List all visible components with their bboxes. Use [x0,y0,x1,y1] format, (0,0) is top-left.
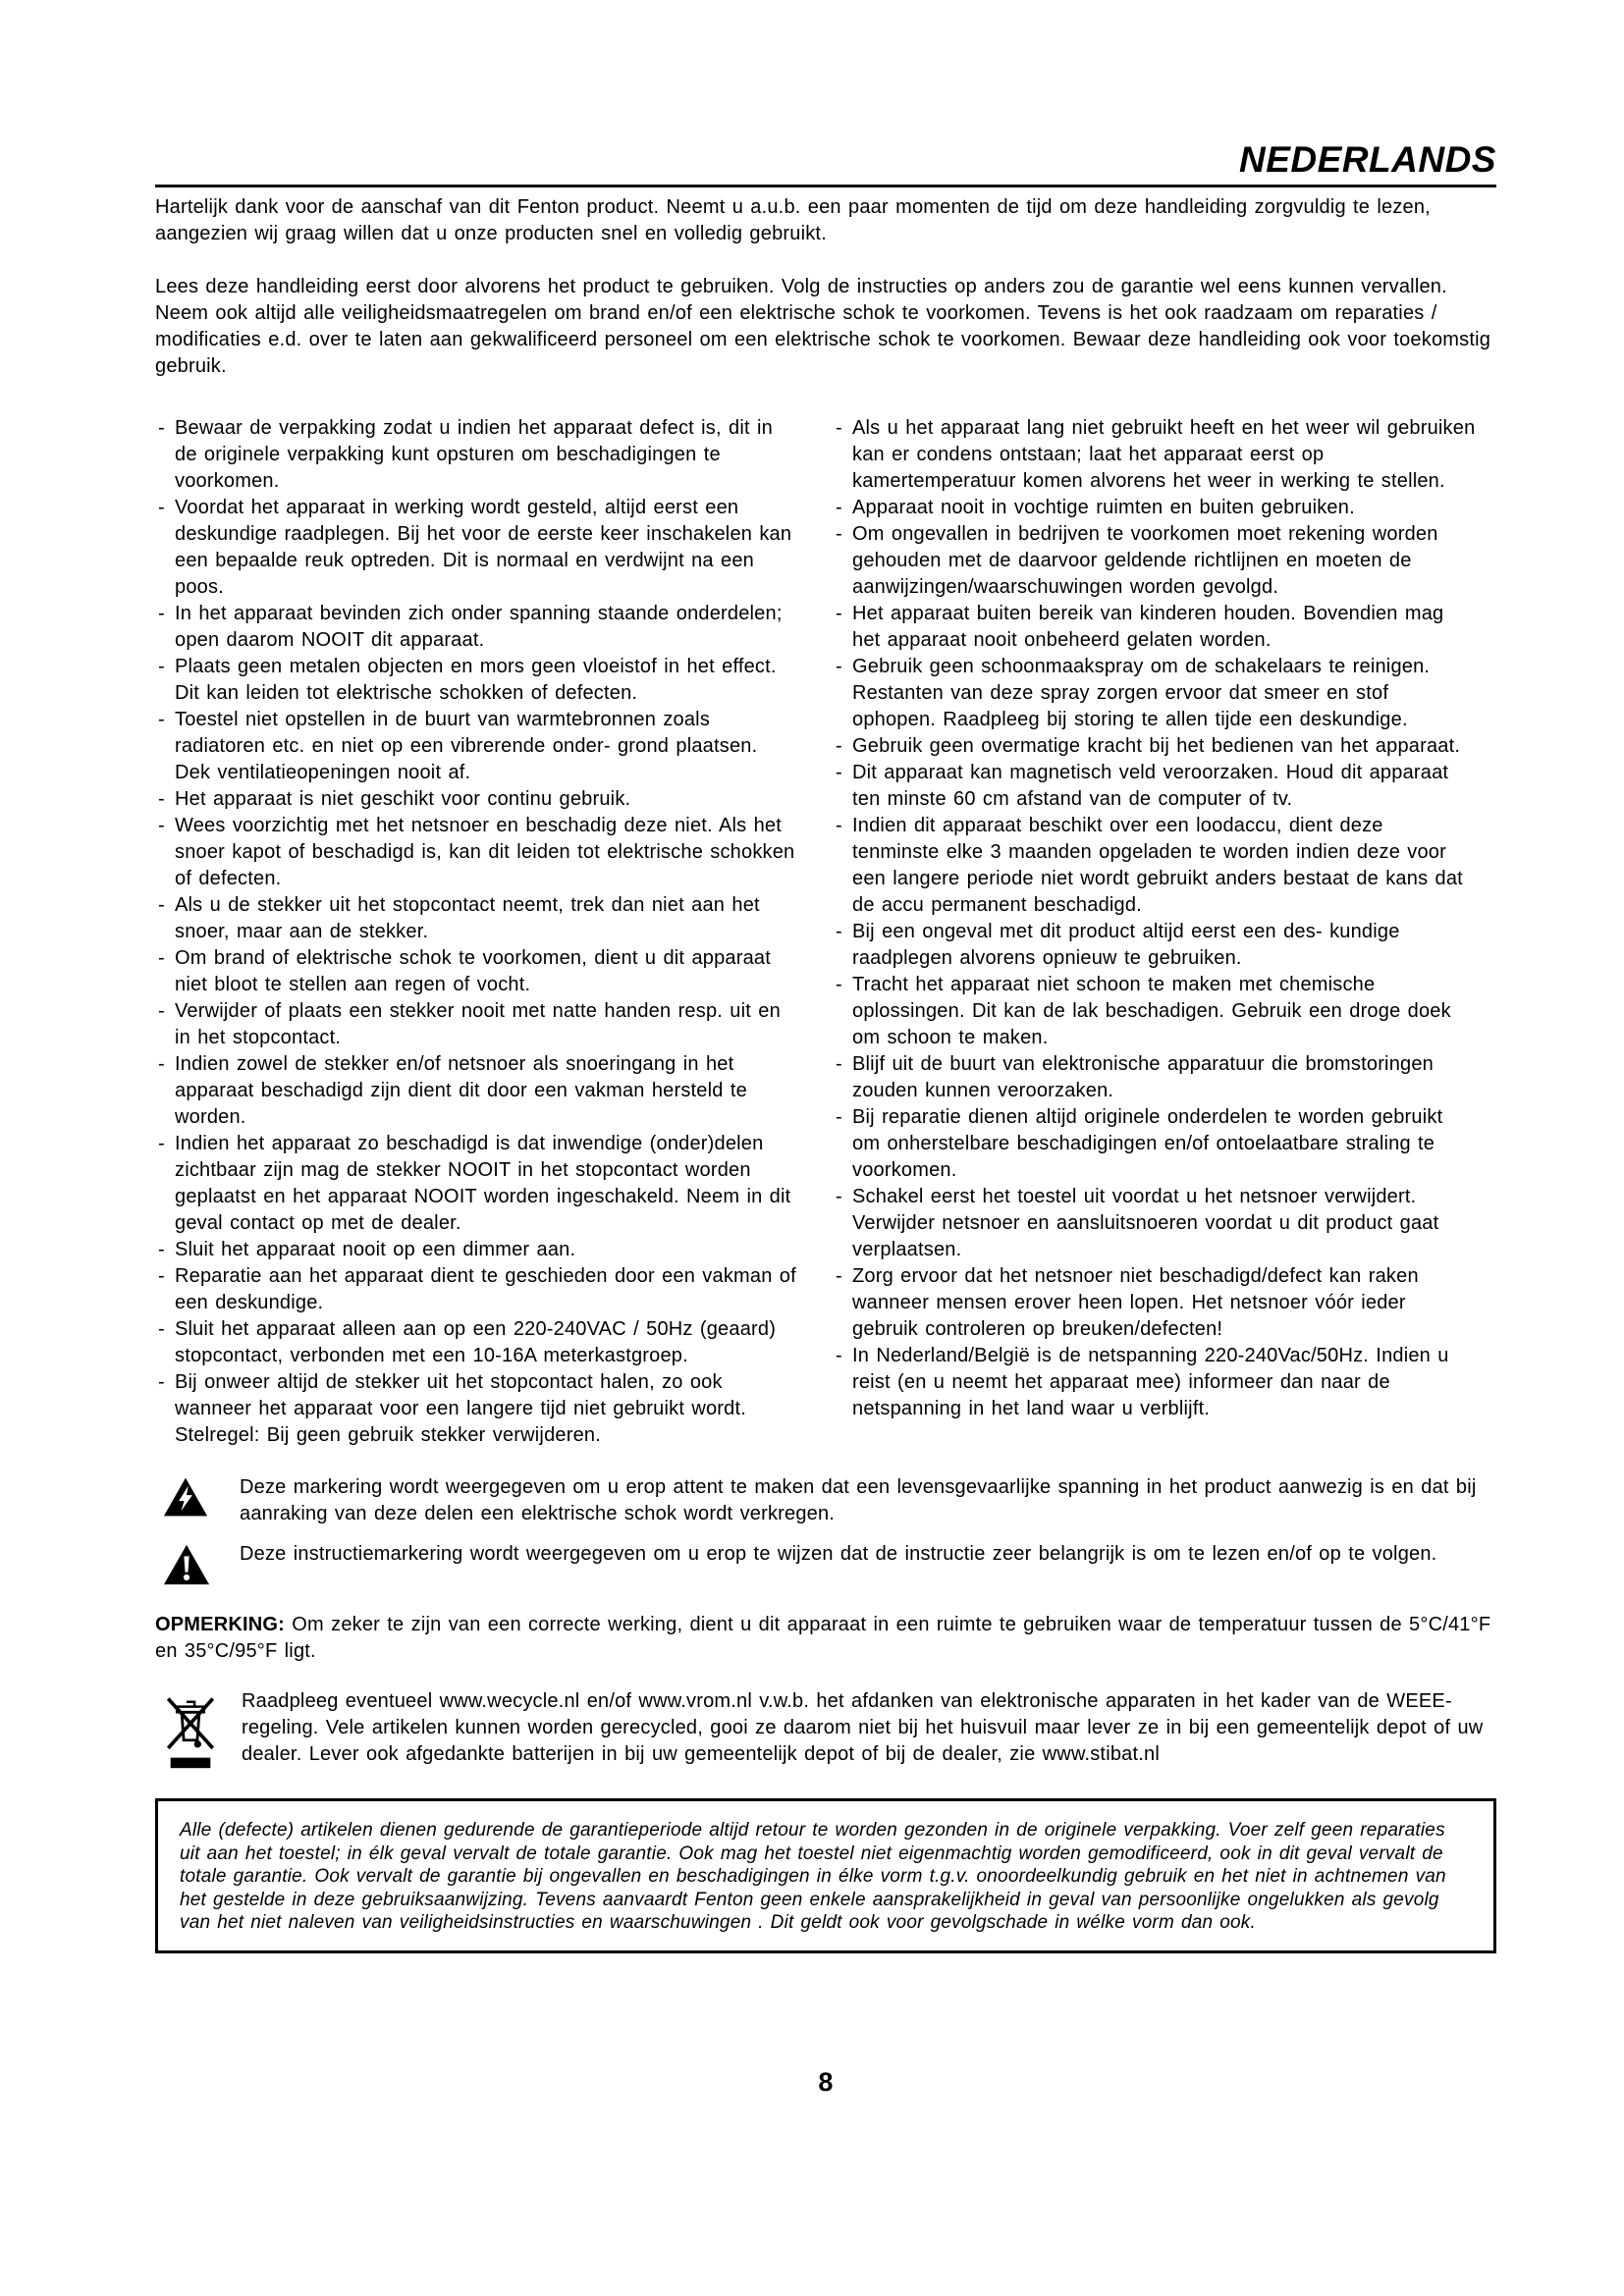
header-divider [155,185,1496,187]
safety-list-item: - Sluit het apparaat alleen aan op een 220-240VAC / 50Hz (geaard) stopcontact, verbonden met een 10-16A meterkastgroep. [155,1316,799,1369]
safety-list-item: - Als u de stekker uit het stopcontact neemt, trek dan niet aan het snoer, maar aan de stekker. [155,892,799,945]
safety-list-item: - Als u het apparaat lang niet gebruikt heeft en het weer wil gebruiken kan er condens ontstaan; laat het apparaat eerst op kamertemperatuur komen alvorens het weer in werking te stellen. [833,415,1477,495]
note-paragraph [155,1612,1496,1665]
language-header: NEDERLANDS [1239,139,1496,180]
note-text: Om zeker te zijn van een correcte werking, dient u dit apparaat in een ruimte te gebruiken waar de temperatuur tussen de 5°C/41°F en 35°C/95°F ligt. [155,1614,1491,1662]
warning-markings-section [155,1474,1496,1586]
weee-section [155,1688,1496,1771]
safety-list-item: - Voordat het apparaat in werking wordt gesteld, altijd eerst een deskundige raadplegen. Bij het voor de eerste keer inschakelen kan een bepaalde reuk optreden. Dit is normaal en verdwijnt na een poos. [155,495,799,601]
safety-list-left [155,415,799,1449]
safety-list-item: - Om ongevallen in bedrijven te voorkomen moet rekening worden gehouden met de daarvoor geldende richtlijnen en moeten de aanwijzingen/waarschuwingen worden gevolgd. [833,521,1477,601]
weee-crossed-bin-icon [165,1690,216,1771]
safety-list-item: - Om brand of elektrische schok te voorkomen, dient u dit apparaat niet bloot te stellen aan regen of vocht. [155,945,799,998]
safety-list-item: - Sluit het apparaat nooit op een dimmer aan. [155,1237,799,1263]
page-number: 8 [818,2066,834,2097]
exclamation-triangle-icon [163,1543,210,1586]
safety-list-item: - Gebruik geen schoonmaakspray om de schakelaars te reinigen. Restanten van deze spray zorgen ervoor dat smeer en stof ophopen. Raadpleeg bij storing te allen tijde een deskundige. [833,654,1477,733]
note-label: OPMERKING: [155,1614,285,1635]
safety-list-item: - Apparaat nooit in vochtige ruimten en buiten gebruiken. [833,495,1477,521]
high-voltage-triangle-icon [163,1476,210,1518]
safety-list-item: - Bij onweer altijd de stekker uit het stopcontact halen, zo ook wanneer het apparaat voor een langere tijd niet gebruikt wordt. Stelregel: Bij geen gebruik stekker verwijderen. [155,1369,799,1449]
safety-list-item: - Indien het apparaat zo beschadigd is dat inwendige (onder)delen zichtbaar zijn mag de stekker NOOIT in het stopcontact worden geplaatst en het apparaat NOOIT worden ingeschakeld. Neem in dit geval contact op met de dealer. [155,1131,799,1237]
warning-instruction-text: Deze instructiemarkering wordt weergegeven om u erop te wijzen dat de instructie zeer belangrijk is om te lezen en/of op te volgen. [240,1543,1437,1565]
safety-list-item: - Bij een ongeval met dit product altijd eerst een des- kundige raadplegen alvorens opnieuw te gebruiken. [833,919,1477,972]
safety-list-item: - Indien dit apparaat beschikt over een loodaccu, dient deze tenminste elke 3 maanden opgeladen te worden indien deze voor een langere periode niet wordt gebruikt anders bestaat de kans dat de accu permanent beschadigd. [833,813,1477,919]
safety-list-item: - Het apparaat is niet geschikt voor continu gebruik. [155,786,799,813]
page-content [0,139,1624,2097]
safety-list-item: - Toestel niet opstellen in de buurt van warmtebronnen zoals radiatoren etc. en niet op een vibrerende onder- grond plaatsen. Dek ventilatieopeningen nooit af. [155,707,799,786]
safety-list-item: - Reparatie aan het apparaat dient te geschieden door een vakman of een deskundige. [155,1263,799,1316]
warranty-box [155,1798,1496,1953]
safety-list-item: - In het apparaat bevinden zich onder spanning staande onderdelen; open daarom NOOIT dit apparaat. [155,601,799,654]
safety-list-item: - Verwijder of plaats een stekker nooit met natte handen resp. uit en in het stopcontact. [155,998,799,1051]
warning-row-instruction [155,1541,1496,1586]
safety-list-item: - Blijf uit de buurt van elektronische apparatuur die bromstoringen zouden kunnen veroorzaken. [833,1051,1477,1104]
safety-list-item: - Bij reparatie dienen altijd originele onderdelen te worden gebruikt om onherstelbare beschadigingen en/of ontoelaatbare straling te voorkomen. [833,1104,1477,1184]
warranty-text: Alle (defecte) artikelen dienen gedurende de garantieperiode altijd retour te worden gezonden in de originele verpakking. Voer zelf geen reparaties uit aan het toestel; in élk geval vervalt de totale garantie. Ook mag het toestel niet eigenmachtig worden gemodificeerd, ook in dit geval vervalt de totale garantie. Ook vervalt de garantie bij ongevallen en beschadigingen in élke vorm t.g.v. onoordeelkundig gebruik en het niet in achtnemen van het gestelde in deze gebruiksaanwijzing. Tevens aanvaardt Fenton geen enkele aansprakelijkheid in geval van persoonlijke ongelukken als gevolg van het niet naleven van veiligheidsinstructies en waarschuwingen . Dit geldt ook voor gevolgschade in wélke vorm dan ook. [180,1820,1446,1933]
safety-list-item: - Plaats geen metalen objecten en mors geen vloeistof in het effect. Dit kan leiden tot elektrische schokken of defecten. [155,654,799,707]
safety-list-item: - Schakel eerst het toestel uit voordat u het netsnoer verwijdert. Verwijder netsnoer en aansluitsnoeren voordat u dit product gaat verplaatsen. [833,1184,1477,1263]
warning-voltage-text: Deze markering wordt weergegeven om u erop attent te maken dat een levensgevaarlijke spanning in het product aanwezig is en dat bij aanraking van deze delen een elektrische schok wordt verkregen. [240,1476,1477,1524]
safety-list-item: - In Nederland/België is de netspanning 220-240Vac/50Hz. Indien u reist (en u neemt het apparaat mee) informeer dan naar de netspanning in het land waar u verblijft. [833,1343,1477,1422]
safety-list-item: - Tracht het apparaat niet schoon te maken met chemische oplossingen. Dit kan de lak beschadigen. Gebruik een droge doek om schoon te maken. [833,972,1477,1051]
safety-list-item: - Wees voorzichtig met het netsnoer en beschadig deze niet. Als het snoer kapot of beschadigd is, kan dit leiden tot elektrische schokken of defecten. [155,813,799,892]
safety-list-right [833,415,1477,1422]
safety-list-item: - Indien zowel de stekker en/of netsnoer als snoeringang in het apparaat beschadigd zijn dient dit door een vakman hersteld te worden. [155,1051,799,1131]
safety-column-right [833,415,1477,1449]
intro-paragraph-2: Lees deze handleiding eerst door alvorens het product te gebruiken. Volg de instructies op anders zou de garantie wel eens kunnen vervallen. Neem ook altijd alle veiligheidsmaatregelen om brand en/of een elektrische schok te voorkomen. Tevens is het ook raadzaam om reparaties / modificaties e.d. over te laten aan gekwalificeerd personeel om een elektrische schok te voorkomen. Bewaar deze handleiding ook voor toekomstig gebruik. [155,276,1491,377]
safety-list-item: - Bewaar de verpakking zodat u indien het apparaat defect is, dit in de originele verpakking kunt opsturen om beschadigingen te voorkomen. [155,415,799,495]
intro-paragraph-1: Hartelijk dank voor de aanschaf van dit Fenton product. Neemt u a.u.b. een paar momenten de tijd om deze handleiding zorgvuldig te lezen, aangezien wij graag willen dat u onze producten snel en volledig gebruikt. [155,196,1431,244]
warning-row-voltage [155,1474,1496,1527]
safety-list-item: - Het apparaat buiten bereik van kinderen houden. Bovendien mag het apparaat nooit onbeheerd gelaten worden. [833,601,1477,654]
safety-list-item: - Dit apparaat kan magnetisch veld veroorzaken. Houd dit apparaat ten minste 60 cm afstand van de computer of tv. [833,760,1477,813]
safety-column-left [155,415,799,1449]
safety-list-item: - Gebruik geen overmatige kracht bij het bedienen van het apparaat. [833,733,1477,760]
weee-text: Raadpleeg eventueel www.wecycle.nl en/of www.vrom.nl v.w.b. het afdanken van elektronische apparaten in het kader van de WEEE-regeling. Vele artikelen kunnen worden gerecycled, gooi ze daarom niet bij het huisvuil maar lever ze in bij een gemeentelijk depot of uw dealer. Lever ook afgedankte batterijen in bij uw gemeentelijk depot of bij de dealer, zie www.stibat.nl [242,1690,1484,1765]
safety-columns [155,415,1496,1449]
safety-list-item: - Zorg ervoor dat het netsnoer niet beschadigd/defect kan raken wanneer mensen erover heen lopen. Het netsnoer vóór ieder gebruik controleren op breuken/defecten! [833,1263,1477,1343]
